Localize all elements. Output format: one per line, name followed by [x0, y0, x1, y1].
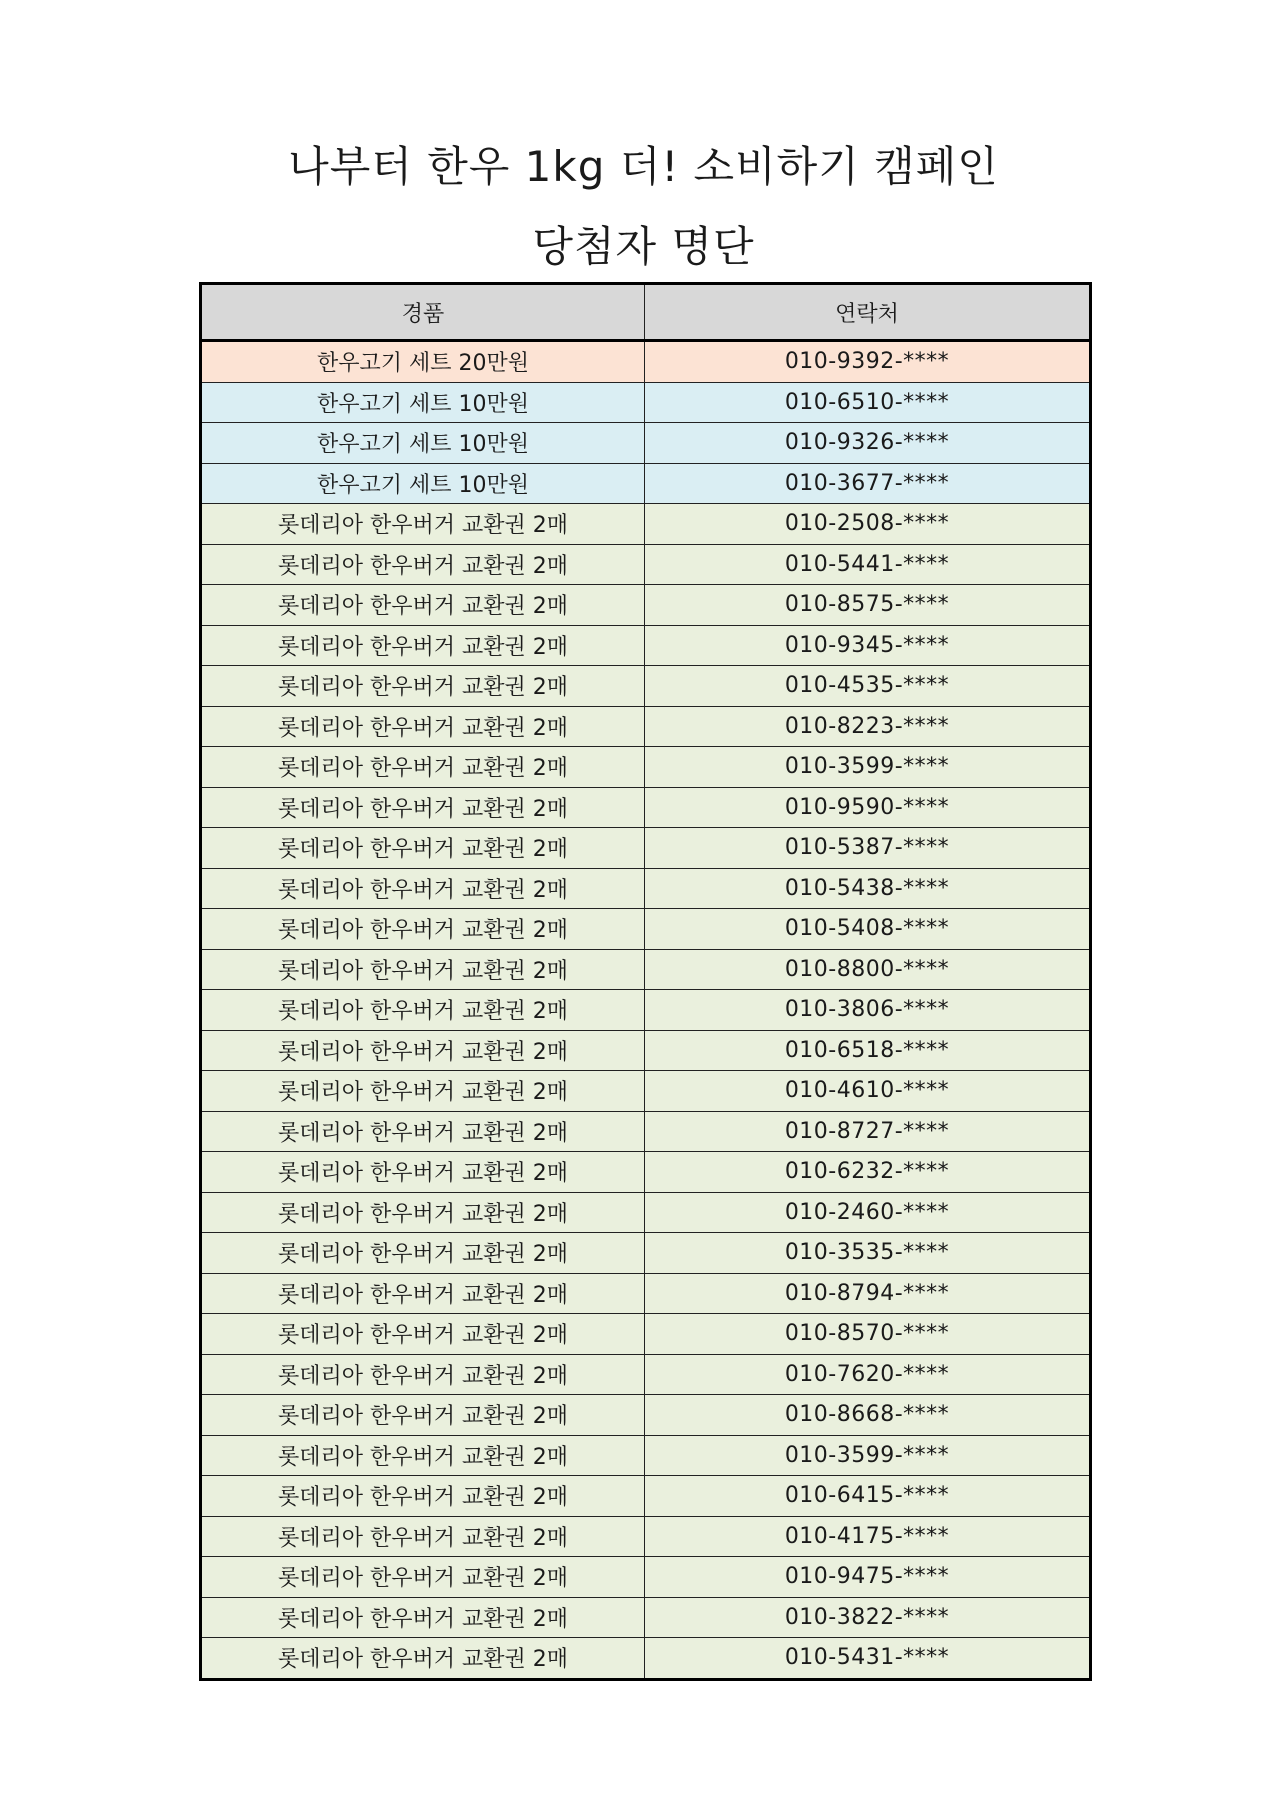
prize-cell: 롯데리아 한우버거 교환권 2매	[201, 1354, 645, 1395]
prize-cell: 롯데리아 한우버거 교환권 2매	[201, 1314, 645, 1355]
contact-cell: 010-3806-****	[645, 990, 1091, 1031]
contact-cell: 010-8794-****	[645, 1273, 1091, 1314]
contact-cell: 010-3535-****	[645, 1233, 1091, 1274]
page-subtitle: 당첨자 명단	[532, 222, 755, 271]
table-row	[201, 1638, 1091, 1680]
table-row	[201, 706, 1091, 747]
contact-cell: 010-6510-****	[645, 382, 1091, 423]
prize-cell: 롯데리아 한우버거 교환권 2매	[201, 1192, 645, 1233]
table-row	[201, 990, 1091, 1031]
prize-cell: 롯데리아 한우버거 교환권 2매	[201, 666, 645, 707]
prize-cell: 한우고기 세트 10만원	[201, 463, 645, 504]
prize-cell: 롯데리아 한우버거 교환권 2매	[201, 1516, 645, 1557]
contact-cell: 010-8570-****	[645, 1314, 1091, 1355]
contact-cell: 010-2508-****	[645, 504, 1091, 545]
column-header-contact: 연락처	[645, 284, 1091, 341]
contact-cell: 010-9475-****	[645, 1557, 1091, 1598]
contact-cell: 010-6232-****	[645, 1152, 1091, 1193]
contact-cell: 010-9590-****	[645, 787, 1091, 828]
contact-cell: 010-5441-****	[645, 544, 1091, 585]
table-row	[201, 423, 1091, 464]
table-row	[201, 828, 1091, 869]
table-row	[201, 1476, 1091, 1517]
prize-cell: 롯데리아 한우버거 교환권 2매	[201, 1273, 645, 1314]
contact-cell: 010-6518-****	[645, 1030, 1091, 1071]
prize-cell: 롯데리아 한우버거 교환권 2매	[201, 1557, 645, 1598]
prize-cell: 롯데리아 한우버거 교환권 2매	[201, 1111, 645, 1152]
contact-cell: 010-9345-****	[645, 625, 1091, 666]
table-row	[201, 341, 1091, 383]
prize-cell: 롯데리아 한우버거 교환권 2매	[201, 706, 645, 747]
contact-cell: 010-3599-****	[645, 1435, 1091, 1476]
contact-cell: 010-4610-****	[645, 1071, 1091, 1112]
prize-cell: 롯데리아 한우버거 교환권 2매	[201, 747, 645, 788]
contact-cell: 010-9392-****	[645, 341, 1091, 383]
contact-cell: 010-5387-****	[645, 828, 1091, 869]
table-row	[201, 1273, 1091, 1314]
prize-cell: 롯데리아 한우버거 교환권 2매	[201, 909, 645, 950]
column-header-prize: 경품	[201, 284, 645, 341]
winners-table	[199, 282, 1092, 1681]
table-row	[201, 909, 1091, 950]
table-body	[201, 341, 1091, 1680]
contact-cell: 010-5438-****	[645, 868, 1091, 909]
table-row	[201, 787, 1091, 828]
table-row	[201, 1516, 1091, 1557]
prize-cell: 롯데리아 한우버거 교환권 2매	[201, 990, 645, 1031]
prize-cell: 롯데리아 한우버거 교환권 2매	[201, 585, 645, 626]
table-row	[201, 1557, 1091, 1598]
table-row	[201, 1192, 1091, 1233]
table-row	[201, 463, 1091, 504]
table-row	[201, 868, 1091, 909]
contact-cell: 010-9326-****	[645, 423, 1091, 464]
prize-cell: 롯데리아 한우버거 교환권 2매	[201, 949, 645, 990]
contact-cell: 010-8800-****	[645, 949, 1091, 990]
prize-cell: 롯데리아 한우버거 교환권 2매	[201, 544, 645, 585]
prize-cell: 한우고기 세트 10만원	[201, 382, 645, 423]
table-row	[201, 1395, 1091, 1436]
prize-cell: 롯데리아 한우버거 교환권 2매	[201, 1395, 645, 1436]
page-title: 나부터 한우 1kg 더! 소비하기 캠페인	[288, 142, 999, 191]
table-row	[201, 1111, 1091, 1152]
prize-cell: 롯데리아 한우버거 교환권 2매	[201, 868, 645, 909]
table-row	[201, 1030, 1091, 1071]
prize-cell: 롯데리아 한우버거 교환권 2매	[201, 1030, 645, 1071]
prize-cell: 롯데리아 한우버거 교환권 2매	[201, 1476, 645, 1517]
contact-cell: 010-3599-****	[645, 747, 1091, 788]
prize-cell: 롯데리아 한우버거 교환권 2매	[201, 1071, 645, 1112]
prize-cell: 롯데리아 한우버거 교환권 2매	[201, 625, 645, 666]
table-row	[201, 666, 1091, 707]
table-row	[201, 1597, 1091, 1638]
prize-cell: 롯데리아 한우버거 교환권 2매	[201, 1152, 645, 1193]
table-row	[201, 1435, 1091, 1476]
prize-cell: 롯데리아 한우버거 교환권 2매	[201, 1435, 645, 1476]
contact-cell: 010-4535-****	[645, 666, 1091, 707]
table-row	[201, 382, 1091, 423]
contact-cell: 010-8575-****	[645, 585, 1091, 626]
table-row	[201, 1354, 1091, 1395]
table-row	[201, 585, 1091, 626]
contact-cell: 010-8668-****	[645, 1395, 1091, 1436]
contact-cell: 010-6415-****	[645, 1476, 1091, 1517]
table-header-row	[201, 284, 1091, 341]
contact-cell: 010-5431-****	[645, 1638, 1091, 1680]
prize-cell: 롯데리아 한우버거 교환권 2매	[201, 1233, 645, 1274]
contact-cell: 010-2460-****	[645, 1192, 1091, 1233]
contact-cell: 010-8223-****	[645, 706, 1091, 747]
table-row	[201, 949, 1091, 990]
contact-cell: 010-3677-****	[645, 463, 1091, 504]
prize-cell: 롯데리아 한우버거 교환권 2매	[201, 504, 645, 545]
contact-cell: 010-5408-****	[645, 909, 1091, 950]
prize-cell: 롯데리아 한우버거 교환권 2매	[201, 787, 645, 828]
contact-cell: 010-7620-****	[645, 1354, 1091, 1395]
prize-cell: 한우고기 세트 20만원	[201, 341, 645, 383]
contact-cell: 010-3822-****	[645, 1597, 1091, 1638]
table-row	[201, 504, 1091, 545]
prize-cell: 롯데리아 한우버거 교환권 2매	[201, 1638, 645, 1680]
prize-cell: 롯데리아 한우버거 교환권 2매	[201, 1597, 645, 1638]
table-row	[201, 1233, 1091, 1274]
table-row	[201, 625, 1091, 666]
table-row	[201, 1314, 1091, 1355]
table-row	[201, 1071, 1091, 1112]
table-row	[201, 747, 1091, 788]
contact-cell: 010-4175-****	[645, 1516, 1091, 1557]
table-row	[201, 544, 1091, 585]
table-row	[201, 1152, 1091, 1193]
contact-cell: 010-8727-****	[645, 1111, 1091, 1152]
prize-cell: 한우고기 세트 10만원	[201, 423, 645, 464]
prize-cell: 롯데리아 한우버거 교환권 2매	[201, 828, 645, 869]
